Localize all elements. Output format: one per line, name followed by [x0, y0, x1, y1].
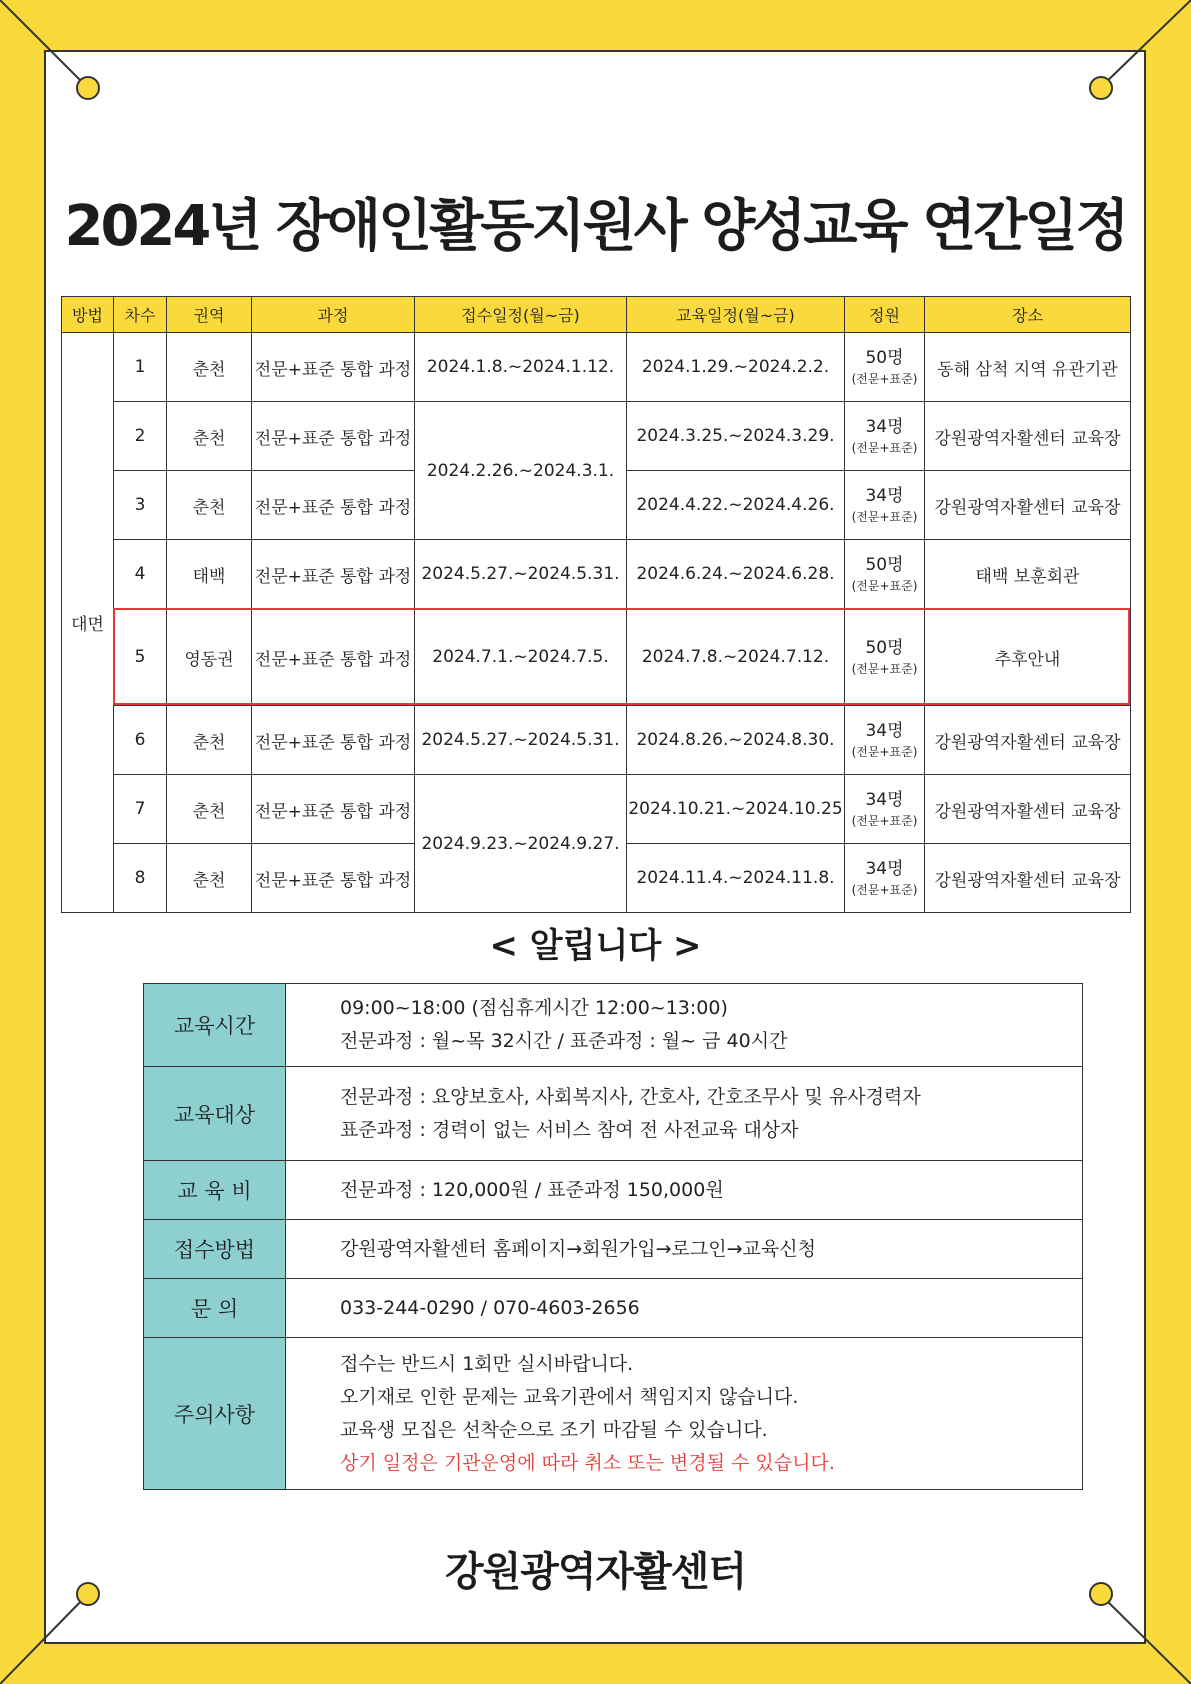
region-cell: 영동권 — [167, 609, 252, 706]
info-line: 033-244-0290 / 070-4603-2656 — [340, 1296, 640, 1319]
page-title: 2024년 장애인활동지원사 양성교육 연간일정 — [64, 194, 1127, 259]
capacity-cell — [845, 609, 925, 706]
round-cell: 4 — [114, 540, 167, 609]
capacity-value: 50명 — [865, 347, 904, 368]
round-cell: 3 — [114, 471, 167, 540]
info-label: 교육대상 — [144, 1067, 286, 1161]
capacity-value: 34명 — [865, 858, 904, 879]
header-place: 장소 — [925, 297, 1131, 333]
info-label: 주의사항 — [144, 1338, 286, 1490]
capacity-value: 34명 — [865, 789, 904, 810]
course-cell: 전문+표준 통합 과정 — [252, 775, 415, 844]
course-cell: 전문+표준 통합 과정 — [252, 471, 415, 540]
info-label: 접수방법 — [144, 1220, 286, 1279]
info-row-contact — [144, 1279, 1083, 1338]
education-cell: 2024.11.4.~2024.11.8. — [627, 844, 845, 913]
info-line: 교육생 모집은 선착순으로 조기 마감될 수 있습니다. — [340, 1418, 768, 1441]
info-row-target — [144, 1067, 1083, 1161]
region-cell: 춘천 — [167, 471, 252, 540]
capacity-value: 34명 — [865, 720, 904, 741]
round-cell: 6 — [114, 706, 167, 775]
place-cell: 추후안내 — [925, 609, 1131, 706]
place-cell: 태백 보훈회관 — [925, 540, 1131, 609]
capacity-cell — [845, 775, 925, 844]
course-cell: 전문+표준 통합 과정 — [252, 706, 415, 775]
capacity-note: (전문+표준) — [851, 883, 918, 897]
info-line: 전문과정 : 요양보호사, 사회복지사, 간호사, 간호조무사 및 유사경력자 — [340, 1085, 921, 1108]
education-cell: 2024.4.22.~2024.4.26. — [627, 471, 845, 540]
info-row-fee — [144, 1161, 1083, 1220]
capacity-note: (전문+표준) — [851, 510, 918, 524]
education-cell: 2024.6.24.~2024.6.28. — [627, 540, 845, 609]
info-line: 표준과정 : 경력이 없는 서비스 참여 전 사전교육 대상자 — [340, 1118, 799, 1141]
course-cell: 전문+표준 통합 과정 — [252, 402, 415, 471]
round-cell: 2 — [114, 402, 167, 471]
info-line: 접수는 반드시 1회만 실시바랍니다. — [340, 1352, 634, 1375]
info-line: 오기재로 인한 문제는 교육기관에서 책임지지 않습니다. — [340, 1385, 799, 1408]
reception-cell: 2024.5.27.~2024.5.31. — [415, 540, 627, 609]
course-cell: 전문+표준 통합 과정 — [252, 540, 415, 609]
notice-table — [143, 983, 1083, 1490]
place-cell: 강원광역자활센터 교육장 — [925, 471, 1131, 540]
place-cell: 강원광역자활센터 교육장 — [925, 402, 1131, 471]
capacity-cell — [845, 402, 925, 471]
education-cell: 2024.8.26.~2024.8.30. — [627, 706, 845, 775]
schedule-header-row — [62, 297, 1131, 333]
table-row — [62, 333, 1131, 402]
region-cell: 춘천 — [167, 706, 252, 775]
info-content — [286, 984, 1083, 1067]
info-label: 문 의 — [144, 1279, 286, 1338]
table-row-highlighted — [62, 609, 1131, 706]
info-label: 교육시간 — [144, 984, 286, 1067]
capacity-note: (전문+표준) — [851, 745, 918, 759]
schedule-table — [61, 296, 1131, 913]
info-row-method — [144, 1220, 1083, 1279]
info-line: 강원광역자활센터 홈페이지→회원가입→로그인→교육신청 — [340, 1237, 816, 1260]
capacity-note: (전문+표준) — [851, 372, 918, 386]
info-label: 교 육 비 — [144, 1161, 286, 1220]
table-row — [62, 706, 1131, 775]
capacity-note: (전문+표준) — [851, 579, 918, 593]
region-cell: 춘천 — [167, 775, 252, 844]
info-content — [286, 1279, 1083, 1338]
place-cell: 강원광역자활센터 교육장 — [925, 775, 1131, 844]
capacity-cell — [845, 706, 925, 775]
capacity-value: 34명 — [865, 485, 904, 506]
info-line: 09:00~18:00 (점심휴게시간 12:00~13:00) — [340, 997, 728, 1019]
header-education: 교육일정(월~금) — [627, 297, 845, 333]
capacity-value: 50명 — [865, 637, 904, 658]
region-cell: 춘천 — [167, 402, 252, 471]
region-cell: 춘천 — [167, 333, 252, 402]
method-cell: 대면 — [62, 333, 114, 913]
organization-name: 강원광역자활센터 — [444, 1549, 747, 1595]
region-cell: 태백 — [167, 540, 252, 609]
header-round: 차수 — [114, 297, 167, 333]
table-row — [62, 402, 1131, 471]
round-cell: 1 — [114, 333, 167, 402]
reception-cell: 2024.2.26.~2024.3.1. — [415, 402, 627, 540]
capacity-value: 50명 — [865, 554, 904, 575]
info-content — [286, 1338, 1083, 1490]
course-cell: 전문+표준 통합 과정 — [252, 844, 415, 913]
header-region: 권역 — [167, 297, 252, 333]
round-cell: 8 — [114, 844, 167, 913]
reception-cell: 2024.9.23.~2024.9.27. — [415, 775, 627, 913]
header-course: 과정 — [252, 297, 415, 333]
info-line-warning: 상기 일정은 기관운영에 따라 취소 또는 변경될 수 있습니다. — [340, 1451, 835, 1474]
education-cell: 2024.1.29.~2024.2.2. — [627, 333, 845, 402]
reception-cell: 2024.5.27.~2024.5.31. — [415, 706, 627, 775]
capacity-note: (전문+표준) — [851, 441, 918, 455]
education-cell: 2024.3.25.~2024.3.29. — [627, 402, 845, 471]
reception-cell: 2024.7.1.~2024.7.5. — [415, 609, 627, 706]
info-content — [286, 1161, 1083, 1220]
capacity-value: 34명 — [865, 416, 904, 437]
table-row — [62, 775, 1131, 844]
education-cell: 2024.7.8.~2024.7.12. — [627, 609, 845, 706]
place-cell: 강원광역자활센터 교육장 — [925, 706, 1131, 775]
info-row-caution — [144, 1338, 1083, 1490]
place-cell: 강원광역자활센터 교육장 — [925, 844, 1131, 913]
capacity-cell — [845, 844, 925, 913]
header-capacity: 정원 — [845, 297, 925, 333]
info-line: 전문과정 : 월~목 32시간 / 표준과정 : 월~ 금 40시간 — [340, 1030, 788, 1052]
notice-title: < 알립니다 > — [489, 926, 702, 966]
course-cell: 전문+표준 통합 과정 — [252, 333, 415, 402]
capacity-note: (전문+표준) — [851, 662, 918, 676]
place-cell: 동해 삼척 지역 유관기관 — [925, 333, 1131, 402]
header-method: 방법 — [62, 297, 114, 333]
round-cell: 5 — [114, 609, 167, 706]
header-reception: 접수일정(월~금) — [415, 297, 627, 333]
reception-cell: 2024.1.8.~2024.1.12. — [415, 333, 627, 402]
info-row-time — [144, 984, 1083, 1067]
region-cell: 춘천 — [167, 844, 252, 913]
capacity-note: (전문+표준) — [851, 814, 918, 828]
capacity-cell — [845, 333, 925, 402]
info-line: 전문과정 : 120,000원 / 표준과정 150,000원 — [340, 1178, 724, 1201]
round-cell: 7 — [114, 775, 167, 844]
info-content — [286, 1220, 1083, 1279]
course-cell: 전문+표준 통합 과정 — [252, 609, 415, 706]
info-content — [286, 1067, 1083, 1161]
capacity-cell — [845, 471, 925, 540]
table-row — [62, 540, 1131, 609]
capacity-cell — [845, 540, 925, 609]
education-cell: 2024.10.21.~2024.10.25 — [627, 775, 845, 844]
